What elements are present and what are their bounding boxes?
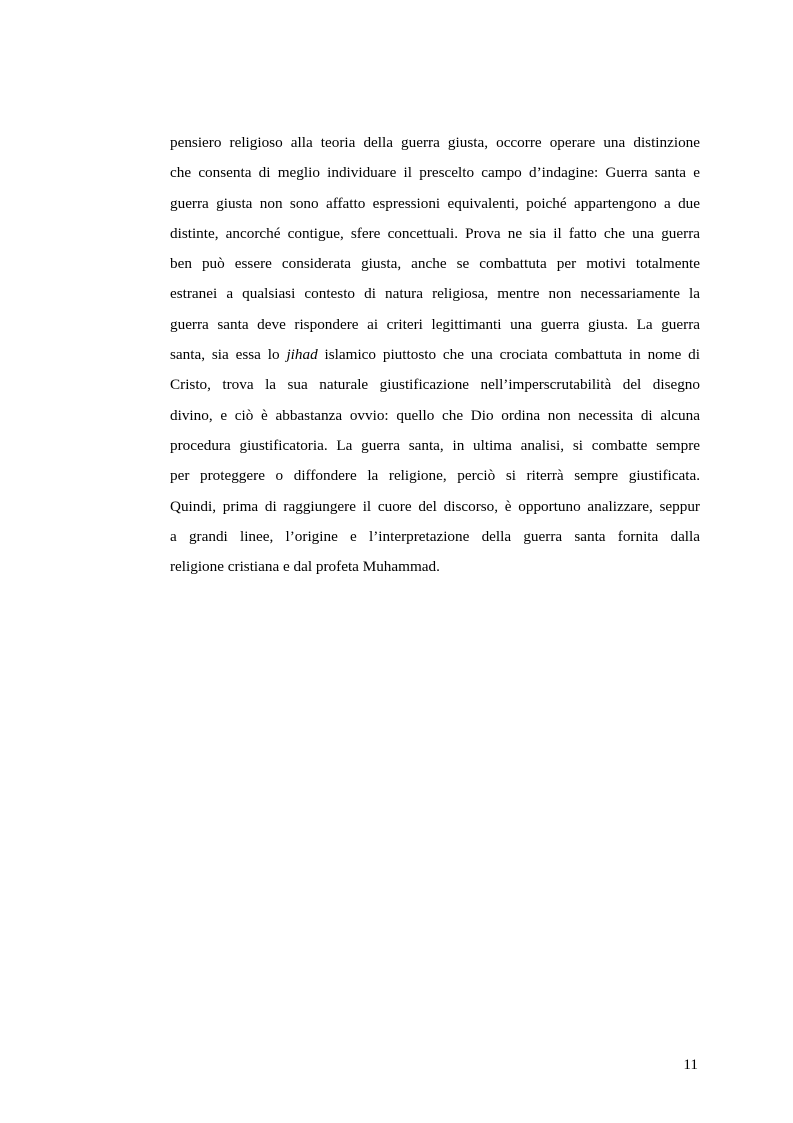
paragraph-line: per proteggere o diffondere la religione, perciò si riterrà sempre giustificata. [170, 467, 700, 485]
paragraph-line: guerra giusta non sono affatto espressioni equivalenti, poiché appartengono a due [170, 194, 700, 212]
body-paragraph [170, 128, 700, 582]
paragraph-line: estranei a qualsiasi contesto di natura religiosa, mentre non necessariamente la [170, 285, 700, 303]
paragraph-line: Cristo, trova la sua naturale giustificazione nell’imperscrutabilità del disegno [170, 376, 700, 394]
paragraph-line: pensiero religioso alla teoria della guerra giusta, occorre operare una distinzione [170, 134, 700, 151]
paragraph-line: religione cristiana e dal profeta Muhammad. [170, 558, 440, 576]
paragraph-line: divino, e ciò è abbastanza ovvio: quello che Dio ordina non necessita di alcuna [170, 406, 700, 424]
paragraph-line: che consenta di meglio individuare il prescelto campo d’indagine: Guerra santa e [170, 164, 700, 182]
page-number: 11 [683, 1056, 698, 1073]
paragraph-line: santa, sia essa lo jihad islamico piuttosto che una crociata combattuta in nome di [170, 346, 700, 364]
paragraph-line: ben può essere considerata giusta, anche se combattuta per motivi totalmente [170, 255, 700, 273]
paragraph-line: guerra santa deve rispondere ai criteri legittimanti una guerra giusta. La guerra [170, 315, 700, 333]
italic-term: jihad [286, 346, 318, 364]
paragraph-line: procedura giustificatoria. La guerra santa, in ultima analisi, si combatte sempre [170, 436, 700, 454]
paragraph-line: Quindi, prima di raggiungere il cuore del discorso, è opportuno analizzare, seppur [170, 497, 700, 515]
paragraph-line: distinte, ancorché contigue, sfere concettuali. Prova ne sia il fatto che una guerra [170, 224, 700, 242]
paragraph-line: a grandi linee, l’origine e l’interpretazione della guerra santa fornita dalla [170, 527, 700, 545]
